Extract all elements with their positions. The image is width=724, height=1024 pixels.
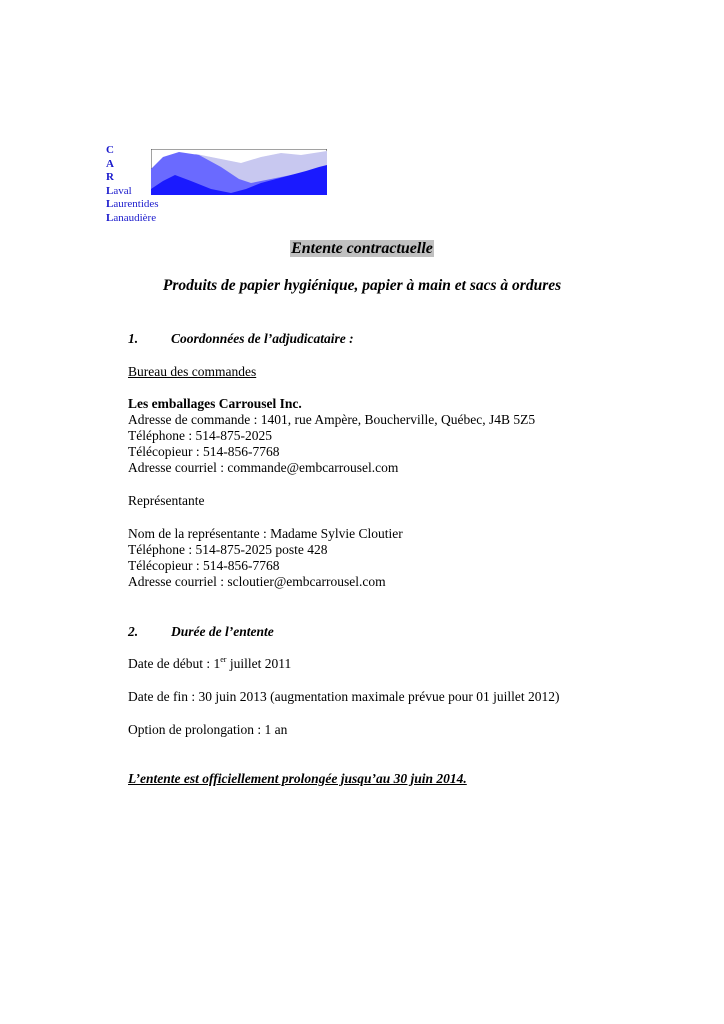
document-subtitle: Produits de papier hygiénique, papier à main et sacs à ordures xyxy=(162,277,562,294)
section1-heading: 1. Coordonnées de l’adjudicataire : xyxy=(128,331,354,346)
acronym-line: Laval xyxy=(106,184,132,197)
acronym-line: R xyxy=(106,171,114,183)
acronym-line: A xyxy=(106,157,114,170)
mountain-logo-icon xyxy=(151,149,327,195)
bureau-label: Bureau des commandes xyxy=(128,364,257,379)
rep-email: Adresse courriel : scloutier@embcarrousel.com xyxy=(128,574,386,589)
extension-option: Option de prolongation : 1 an xyxy=(128,722,288,737)
acronym-line: Laurentides xyxy=(106,198,159,210)
email: Adresse courriel : commande@embcarrousel.com xyxy=(128,460,399,475)
start-date: Date de début : 1er juillet 2011 xyxy=(128,655,292,671)
phone: Téléphone : 514-875-2025 xyxy=(128,428,272,443)
acronym-line: C xyxy=(106,144,114,156)
fax: Télécopieur : 514-856-7768 xyxy=(128,444,280,459)
section2-heading: 2. Durée de l’entente xyxy=(128,624,274,639)
rep-phone: Téléphone : 514-875-2025 poste 428 xyxy=(128,542,328,557)
order-address: Adresse de commande : 1401, rue Ampère, Boucherville, Québec, J4B 5Z5 xyxy=(128,412,536,427)
rep-fax: Télécopieur : 514-856-7768 xyxy=(128,558,280,573)
rep-label: Représentante xyxy=(128,493,205,508)
document-title: Entente contractuelle xyxy=(291,240,433,257)
extension-note: L’entente est officiellement prolongée jusqu’au 30 juin 2014. xyxy=(128,771,467,786)
acronym-line: Lanaudière xyxy=(106,211,157,224)
company-name: Les emballages Carrousel Inc. xyxy=(128,396,302,411)
end-date: Date de fin : 30 juin 2013 (augmentation maximale prévue pour 01 juillet 2012) xyxy=(128,689,560,704)
rep-name: Nom de la représentante : Madame Sylvie Cloutier xyxy=(128,526,403,541)
